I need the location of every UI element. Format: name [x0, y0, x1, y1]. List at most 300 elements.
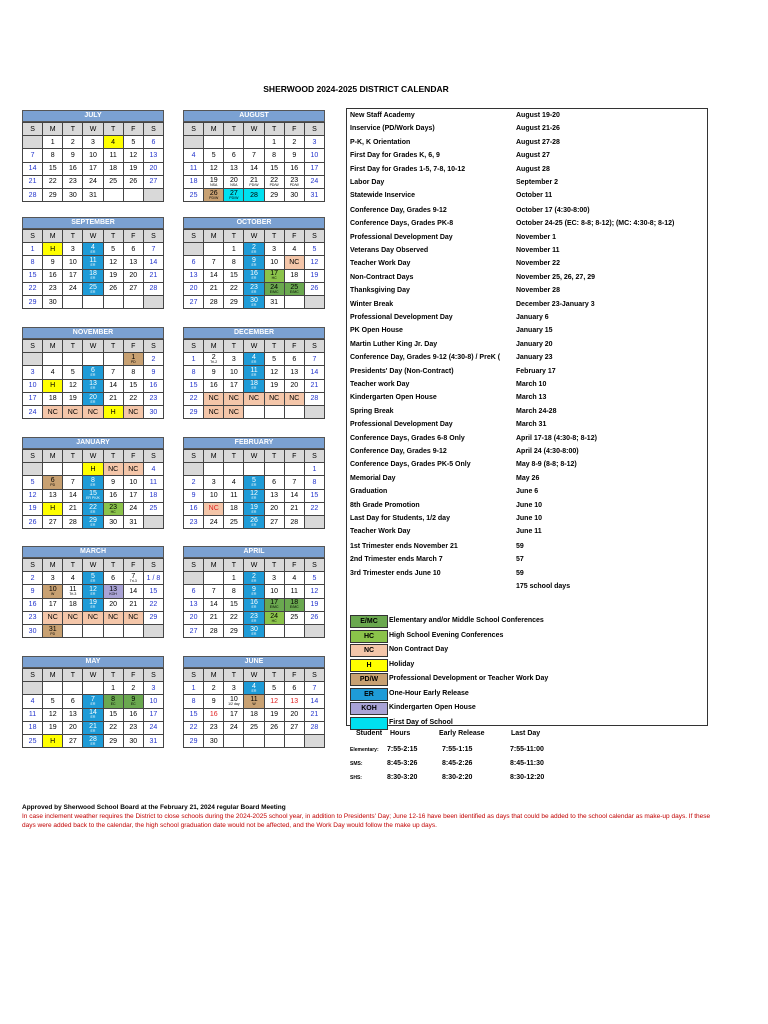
- calendar-day: 14: [304, 695, 324, 708]
- calendar-day: 10: [83, 149, 103, 162]
- event-name: First Day for Grades 1-5, 7-8, 10-12: [350, 165, 466, 173]
- calendar-day: [284, 463, 304, 476]
- hours-hours: 7:55-2:15: [387, 746, 418, 753]
- calendar-day: 18: [43, 392, 63, 405]
- day-header: S: [23, 669, 43, 682]
- calendar-day: 7: [304, 353, 324, 366]
- hours-hours: 8:45-3:26: [387, 760, 418, 767]
- calendar-day: 22: [224, 611, 244, 624]
- day-header: M: [43, 340, 63, 353]
- calendar-day: 22: [103, 721, 123, 734]
- calendar-day: 21 ER: [83, 721, 103, 734]
- day-header: M: [204, 450, 224, 463]
- calendar-day: NC: [204, 405, 224, 418]
- calendar-day: 28: [204, 295, 224, 308]
- calendar-day: 4: [184, 149, 204, 162]
- calendar-day: 11 ER: [83, 256, 103, 269]
- calendar-day: 10: [264, 256, 284, 269]
- event-date: January 6: [516, 314, 549, 321]
- calendar-day: 26: [304, 282, 324, 295]
- calendar-day: 20 NSA: [224, 175, 244, 188]
- calendar-day: 5: [304, 572, 324, 585]
- calendar-day: 8: [224, 585, 244, 598]
- calendar-day: 5: [204, 149, 224, 162]
- calendar-day: [284, 405, 304, 418]
- legend-label: High School Evening Conferences: [389, 631, 504, 639]
- calendar-day: 14: [284, 489, 304, 502]
- calendar-day: 3: [304, 136, 324, 149]
- calendar-day: NC: [103, 611, 123, 624]
- calendar-day: 14 ER: [83, 708, 103, 721]
- calendar-day: [244, 405, 264, 418]
- calendar-day: 20: [63, 721, 83, 734]
- event-name: PK Open House: [350, 327, 403, 335]
- calendar-day: 30 ER: [244, 624, 264, 637]
- calendar-day: 12: [103, 256, 123, 269]
- approval-note: Approved by Sherwood School Board at the February 21, 2024 regular Board Meeting: [22, 804, 286, 811]
- calendar-day: 21: [123, 598, 143, 611]
- calendar-day: 23: [204, 721, 224, 734]
- calendar-day: 1 / 8: [143, 572, 163, 585]
- calendar-day: NC: [43, 611, 63, 624]
- legend-label: Non Contract Day: [389, 646, 449, 653]
- day-header: F: [123, 230, 143, 243]
- calendar-day: 24: [63, 282, 83, 295]
- legend-label: One-Hour Early Release: [389, 689, 469, 697]
- calendar-day: 3: [264, 243, 284, 256]
- calendar-day: 17: [123, 489, 143, 502]
- calendar-day: 22: [184, 721, 204, 734]
- calendar-day: 21: [304, 379, 324, 392]
- hours-last: 8:45-11:30: [510, 760, 544, 767]
- calendar-day: 4: [103, 136, 123, 149]
- event-name: Last Day for Students, 1/2 day: [350, 515, 450, 522]
- event-date: August 28: [516, 165, 550, 173]
- calendar-day: 2: [204, 682, 224, 695]
- day-header: F: [284, 230, 304, 243]
- calendar-day: 15: [43, 162, 63, 175]
- calendar-day: 13 KOH: [103, 585, 123, 598]
- event-name: Conference Days, Grades PK-5 Only: [350, 461, 471, 469]
- calendar-day: 31 PD: [43, 624, 63, 637]
- calendar-day: NC: [83, 405, 103, 418]
- month-may: [22, 656, 164, 748]
- calendar-day: 30: [43, 295, 63, 308]
- calendar-day: 11: [103, 149, 123, 162]
- calendar-day: 20: [184, 611, 204, 624]
- event-name: Memorial Day: [350, 474, 396, 482]
- calendar-day: [83, 295, 103, 308]
- calendar-day: 25: [103, 175, 123, 188]
- calendar-day: 17: [304, 162, 324, 175]
- calendar-day: 30: [23, 624, 43, 637]
- calendar-day: 31: [264, 295, 284, 308]
- day-header: W: [83, 340, 103, 353]
- event-date: 175 school days: [516, 583, 571, 590]
- calendar-day: 23: [23, 611, 43, 624]
- day-header: S: [184, 340, 204, 353]
- calendar-day: H: [83, 463, 103, 476]
- event-date: March 10: [516, 381, 547, 388]
- calendar-day: 17: [83, 162, 103, 175]
- calendar-day: NC: [43, 405, 63, 418]
- event-date: 59: [516, 542, 524, 550]
- event-date: June 6: [516, 488, 539, 496]
- month-name: MARCH: [22, 546, 164, 558]
- calendar-day: 20: [264, 502, 284, 515]
- calendar-day: 16: [63, 162, 83, 175]
- calendar-day: 23 ER: [244, 282, 264, 295]
- calendar-day: 30: [143, 405, 163, 418]
- calendar-day: [103, 624, 123, 637]
- page-title: SHERWOOD 2024-2025 DISTRICT CALENDAR: [263, 84, 449, 94]
- calendar-day: 19: [264, 708, 284, 721]
- calendar-day: 25: [143, 502, 163, 515]
- calendar-day: 15: [264, 162, 284, 175]
- day-header: W: [83, 669, 103, 682]
- calendar-day: 28: [204, 624, 224, 637]
- calendar-day: 23: [43, 282, 63, 295]
- day-header: M: [43, 123, 63, 136]
- legend-label: Elementary and/or Middle School Conferences: [389, 617, 544, 624]
- calendar-day: 22 ER: [83, 502, 103, 515]
- calendar-day: NC: [284, 256, 304, 269]
- calendar-day: 7: [204, 585, 224, 598]
- calendar-day: 2 Tri-2: [204, 353, 224, 366]
- day-header: T: [103, 559, 123, 572]
- calendar-day: 22: [143, 598, 163, 611]
- calendar-day: 22: [43, 175, 63, 188]
- calendar-day: 14: [204, 269, 224, 282]
- calendar-day: 2: [23, 572, 43, 585]
- calendar-day: 30 ER: [244, 295, 264, 308]
- calendar-day: 16: [23, 598, 43, 611]
- event-name: Winter Break: [350, 300, 394, 308]
- calendar-day: 23 ER: [244, 611, 264, 624]
- calendar-day: 29: [224, 295, 244, 308]
- calendar-day: 29: [264, 188, 284, 201]
- calendar-day: 6: [284, 682, 304, 695]
- calendar-day: 24: [224, 721, 244, 734]
- calendar-day: 23: [184, 515, 204, 528]
- calendar-day: [43, 682, 63, 695]
- calendar-day: 7: [23, 149, 43, 162]
- day-header: M: [204, 230, 224, 243]
- calendar-day: 31: [83, 188, 103, 201]
- calendar-day: 14: [304, 366, 324, 379]
- calendar-day: 5 ER: [83, 572, 103, 585]
- calendar-day: [304, 734, 324, 747]
- calendar-day: 6 PD: [43, 476, 63, 489]
- calendar-day: 25: [23, 734, 43, 747]
- calendar-day: [304, 515, 324, 528]
- calendar-day: 24 E/MC: [264, 282, 284, 295]
- month-name: NOVEMBER: [22, 327, 164, 339]
- day-header: T: [63, 230, 83, 243]
- calendar-day: 7: [103, 366, 123, 379]
- calendar-day: 15: [123, 379, 143, 392]
- day-header: S: [23, 559, 43, 572]
- event-name: Professional Development Day: [350, 421, 453, 429]
- calendar-day: 3: [224, 353, 244, 366]
- calendar-day: 27 PD/W: [224, 188, 244, 201]
- calendar-day: 5: [304, 243, 324, 256]
- day-header: T: [264, 450, 284, 463]
- calendar-day: 20: [184, 282, 204, 295]
- calendar-day: 8: [184, 366, 204, 379]
- calendar-day: 29: [184, 405, 204, 418]
- calendar-day: 2 ER: [244, 243, 264, 256]
- calendar-day: [224, 136, 244, 149]
- calendar-day: [43, 463, 63, 476]
- event-date: December 23-January 3: [516, 300, 595, 308]
- calendar-day: 19: [23, 502, 43, 515]
- calendar-day: 29: [23, 295, 43, 308]
- calendar-day: [284, 624, 304, 637]
- calendar-day: 11 Tri-3: [63, 585, 83, 598]
- day-header: T: [103, 669, 123, 682]
- calendar-day: 1: [304, 463, 324, 476]
- calendar-day: 28: [304, 392, 324, 405]
- day-header: T: [103, 230, 123, 243]
- event-name: Inservice (PD/Work Days): [350, 125, 435, 133]
- calendar-day: 17: [143, 708, 163, 721]
- day-header: S: [304, 450, 324, 463]
- day-header: T: [264, 123, 284, 136]
- day-header: T: [224, 123, 244, 136]
- calendar-day: 29: [43, 188, 63, 201]
- legend-swatch: [350, 717, 388, 730]
- month-july: [22, 110, 164, 202]
- calendar-day: 8: [264, 149, 284, 162]
- calendar-day: 14: [103, 379, 123, 392]
- event-date: August 21-26: [516, 125, 560, 133]
- day-header: F: [284, 340, 304, 353]
- calendar-day: 15: [23, 269, 43, 282]
- calendar-day: 6: [123, 243, 143, 256]
- month-name: JULY: [22, 110, 164, 122]
- event-date: April 17-18 (4:30-8; 8-12): [516, 434, 597, 442]
- calendar-day: NC: [123, 405, 143, 418]
- calendar-day: [224, 463, 244, 476]
- calendar-day: [204, 572, 224, 585]
- day-header: S: [304, 123, 324, 136]
- day-header: M: [204, 340, 224, 353]
- day-header: S: [304, 559, 324, 572]
- day-header: W: [244, 123, 264, 136]
- event-name: Labor Day: [350, 179, 385, 186]
- hours-early: 8:30-2:20: [442, 774, 473, 781]
- month-name: SEPTEMBER: [22, 217, 164, 229]
- event-date: 59: [516, 569, 524, 577]
- calendar-day: 9: [284, 149, 304, 162]
- calendar-day: [103, 353, 123, 366]
- calendar-day: 21: [204, 611, 224, 624]
- event-date: May 26: [516, 474, 540, 482]
- event-date: November 11: [516, 247, 560, 254]
- calendar-day: 6: [284, 353, 304, 366]
- calendar-day: 25: [224, 515, 244, 528]
- calendar-day: 24: [143, 721, 163, 734]
- calendar-day: 19: [264, 379, 284, 392]
- calendar-day: [123, 624, 143, 637]
- calendar-day: 18 E/MC: [284, 598, 304, 611]
- calendar-day: [23, 136, 43, 149]
- month-name: MAY: [22, 656, 164, 668]
- event-date: October 11: [516, 192, 553, 200]
- calendar-day: 14: [244, 162, 264, 175]
- day-header: M: [43, 450, 63, 463]
- calendar-day: 10 W: [43, 585, 63, 598]
- calendar-day: 18: [184, 175, 204, 188]
- calendar-day: 3: [43, 572, 63, 585]
- calendar-day: 2 ER: [244, 572, 264, 585]
- calendar-day: 4 ER: [244, 353, 264, 366]
- calendar-day: 10: [204, 489, 224, 502]
- legend-label: First Day of School: [389, 718, 453, 726]
- calendar-day: 9: [204, 366, 224, 379]
- calendar-day: 17: [224, 708, 244, 721]
- calendar-day: 10: [264, 585, 284, 598]
- month-march: [22, 546, 164, 638]
- calendar-day: 6: [143, 136, 163, 149]
- event-name: Kindergarten Open House: [350, 394, 437, 402]
- calendar-day: 4: [43, 366, 63, 379]
- calendar-day: 4: [23, 695, 43, 708]
- calendar-day: 1: [184, 682, 204, 695]
- event-name: Teacher Work Day: [350, 260, 411, 268]
- calendar-day: 11: [224, 489, 244, 502]
- calendar-day: 30: [204, 734, 224, 747]
- day-header: S: [304, 669, 324, 682]
- calendar-day: 27: [184, 295, 204, 308]
- calendar-day: H: [43, 502, 63, 515]
- event-date: August 27: [516, 152, 550, 160]
- calendar-day: 1: [184, 353, 204, 366]
- calendar-day: 16: [43, 269, 63, 282]
- day-header: T: [224, 230, 244, 243]
- calendar-day: 7: [244, 149, 264, 162]
- calendar-day: [204, 136, 224, 149]
- event-date: August 27-28: [516, 138, 560, 146]
- calendar-day: 12: [264, 366, 284, 379]
- calendar-day: 13: [43, 489, 63, 502]
- calendar-day: NC: [284, 392, 304, 405]
- calendar-day: 8: [123, 366, 143, 379]
- calendar-day: 18: [224, 502, 244, 515]
- calendar-day: 1: [224, 243, 244, 256]
- event-name: 8th Grade Promotion: [350, 501, 420, 509]
- day-header: T: [63, 669, 83, 682]
- month-name: JUNE: [183, 656, 325, 668]
- day-header: M: [204, 123, 224, 136]
- day-header: T: [264, 230, 284, 243]
- calendar-day: [284, 734, 304, 747]
- calendar-day: 16 ER: [244, 598, 264, 611]
- calendar-day: 6: [264, 476, 284, 489]
- calendar-day: 10 1/2 day: [224, 695, 244, 708]
- calendar-day: 12: [264, 695, 284, 708]
- event-date: January 20: [516, 340, 553, 348]
- legend-swatch: HC: [350, 630, 388, 643]
- calendar-day: 6: [184, 256, 204, 269]
- calendar-day: 4: [63, 572, 83, 585]
- calendar-day: 25: [284, 611, 304, 624]
- event-name: First Day for Grades K, 6, 9: [350, 152, 440, 160]
- day-header: T: [103, 123, 123, 136]
- calendar-day: 9: [43, 256, 63, 269]
- calendar-day: [23, 353, 43, 366]
- calendar-day: 13: [184, 269, 204, 282]
- calendar-day: 20 ER: [83, 392, 103, 405]
- calendar-day: H: [43, 379, 63, 392]
- calendar-day: 1 PD: [123, 353, 143, 366]
- calendar-day: 24: [23, 405, 43, 418]
- calendar-day: 9: [204, 695, 224, 708]
- day-header: M: [204, 669, 224, 682]
- calendar-day: 23: [123, 721, 143, 734]
- calendar-day: 25 E/MC: [284, 282, 304, 295]
- calendar-day: 28: [143, 282, 163, 295]
- calendar-day: 16: [284, 162, 304, 175]
- calendar-day: 26: [304, 611, 324, 624]
- event-name: Veterans Day Observed: [350, 247, 429, 254]
- calendar-day: 25 ER: [83, 282, 103, 295]
- calendar-day: NC: [63, 405, 83, 418]
- calendar-day: 11: [184, 162, 204, 175]
- day-header: S: [184, 559, 204, 572]
- event-name: Conference Day, Grades 9-12 (4:30-8) / PreK (: [350, 354, 501, 362]
- event-name: Presidents' Day (Non-Contract): [350, 367, 454, 375]
- calendar-day: 16: [184, 502, 204, 515]
- calendar-day: 2: [63, 136, 83, 149]
- calendar-day: 17 HC: [264, 269, 284, 282]
- calendar-day: 14: [123, 585, 143, 598]
- calendar-day: 5: [23, 476, 43, 489]
- calendar-day: 1: [264, 136, 284, 149]
- calendar-day: [103, 295, 123, 308]
- calendar-day: [224, 734, 244, 747]
- calendar-day: 21: [304, 708, 324, 721]
- calendar-day: [143, 624, 163, 637]
- event-name: Spring Break: [350, 407, 394, 415]
- event-name: Professional Development Day: [350, 233, 453, 241]
- calendar-day: [264, 405, 284, 418]
- day-header: F: [123, 559, 143, 572]
- month-name: JANUARY: [22, 437, 164, 449]
- event-name: Thanksgiving Day: [350, 287, 410, 295]
- calendar-day: 5: [43, 695, 63, 708]
- calendar-day: 30: [63, 188, 83, 201]
- day-header: T: [63, 450, 83, 463]
- event-date: February 17: [516, 367, 556, 375]
- day-header: S: [304, 340, 324, 353]
- calendar-day: 23 HC: [103, 502, 123, 515]
- calendar-day: 27: [143, 175, 163, 188]
- event-date: March 24-28: [516, 407, 557, 415]
- hours-header: Student: [356, 730, 383, 737]
- day-header: W: [83, 230, 103, 243]
- day-header: F: [123, 340, 143, 353]
- calendar-day: 9: [63, 149, 83, 162]
- legend-swatch: KOH: [350, 702, 388, 715]
- event-date: September 2: [516, 179, 559, 186]
- calendar-day: 21: [143, 269, 163, 282]
- calendar-day: 28 ER: [83, 734, 103, 747]
- calendar-day: [304, 295, 324, 308]
- event-name: Conference Days, Grades PK-8: [350, 220, 454, 228]
- event-name: Conference Day, Grades 9-12: [350, 206, 447, 214]
